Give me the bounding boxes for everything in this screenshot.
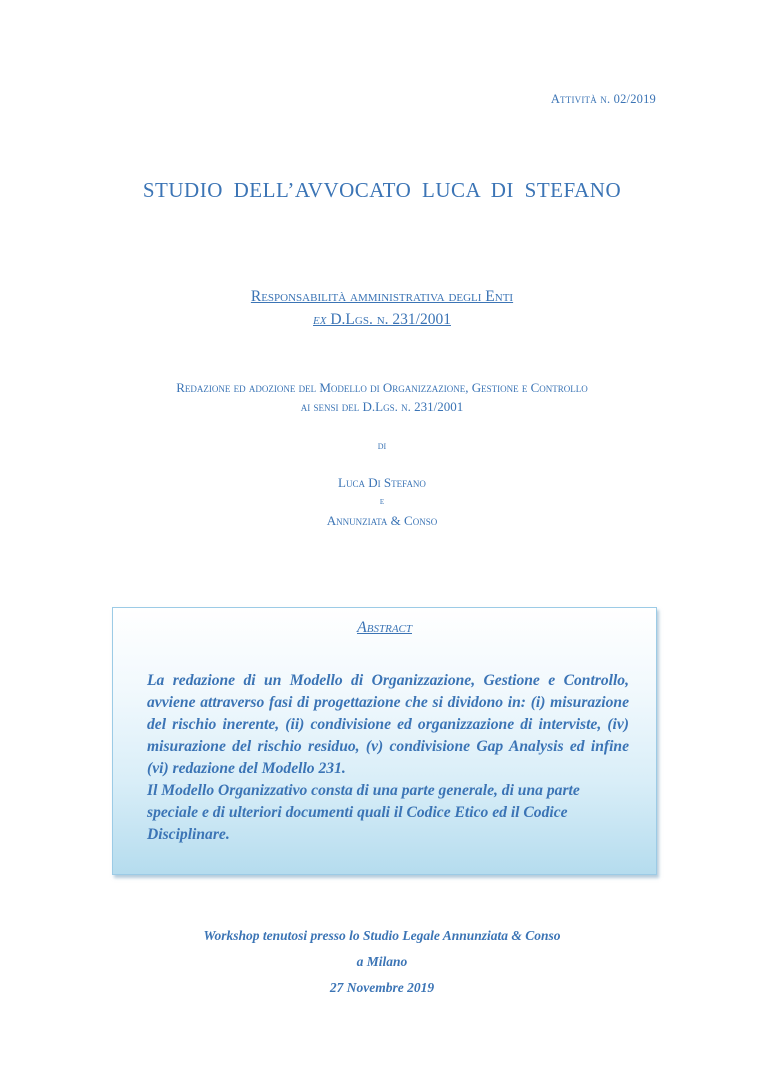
redazione-heading [0, 378, 764, 416]
abstract-body [147, 670, 629, 846]
workshop-date: 27 Novembre 2019 [329, 980, 435, 995]
redazione-line1: Redazione ed adozione del Modello di Organizzazione, Gestione e Controllo [176, 380, 588, 395]
abstract-title: Abstract [356, 619, 412, 636]
responsabilita-heading [0, 285, 764, 331]
workshop-location: a Milano [356, 954, 408, 969]
workshop-line: Workshop tenutosi presso lo Studio Legale Annunziata & Conso [203, 928, 561, 943]
author-luca-di-stefano: Luca Di Stefano [338, 475, 426, 490]
workshop-footer [0, 923, 764, 1001]
ex-prefix: ex [313, 311, 327, 328]
redazione-line2: ai sensi del D.Lgs. n. 231/2001 [300, 399, 464, 414]
abstract-box [112, 607, 657, 875]
responsabilita-line2 [0, 308, 764, 331]
dlgs-reference: D.Lgs. n. 231/2001 [326, 311, 451, 328]
responsabilita-line1: Responsabilità amministrativa degli Enti [250, 288, 514, 305]
abstract-paragraph-2: Il Modello Organizzativo consta di una parte generale, di una parte speciale e di ulteriori documenti quali il Codice Etico ed il Codice Disciplinare. [147, 782, 580, 843]
di-label: di [377, 440, 387, 452]
activity-number: Attività n. 02/2019 [550, 92, 656, 106]
studio-title: STUDIO DELL’AVVOCATO LUCA DI STEFANO [142, 178, 622, 202]
author-conjunction: e [379, 496, 385, 507]
authors-block [0, 473, 764, 530]
author-annunziata-conso: Annunziata & Conso [326, 513, 438, 528]
abstract-paragraph-1: La redazione di un Modello di Organizzazione, Gestione e Controllo, avviene attraverso fasi di progettazione che si dividono in: (i) misurazione del rischio inerente, (ii) condivisione ed organizzazione di interviste, (iv) misurazione del rischio residuo, (v) condivisione Gap Analysis ed infine (vi) redazione del Modello 231. [147, 672, 629, 777]
